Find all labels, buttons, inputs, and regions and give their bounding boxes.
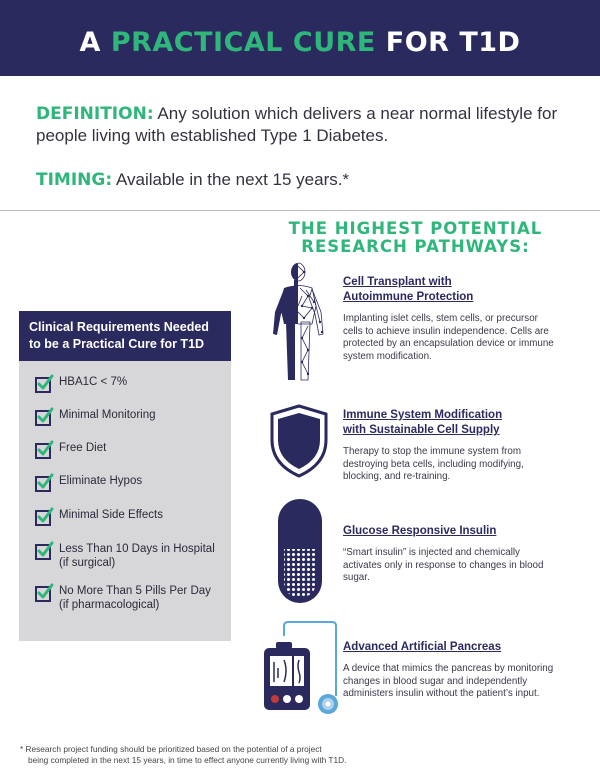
requirements-heading-line2: to be a Practical Cure for T1D [29, 337, 205, 351]
definition-paragraph [36, 103, 566, 147]
insulin-pump-icon [262, 620, 344, 716]
pathway-title [343, 640, 558, 655]
title-highlight: PRACTICAL CURE [110, 27, 376, 58]
page-title [0, 27, 600, 58]
pathway-title-line1: Glucose Responsive Insulin [343, 525, 497, 537]
checkbox-check-icon [35, 441, 53, 459]
requirement-text [59, 474, 142, 488]
requirement-line1: Minimal Monitoring [59, 409, 156, 421]
pathway-cell-transplant [343, 275, 558, 363]
requirement-item [35, 375, 127, 393]
requirement-line2: (if pharmacological) [59, 599, 160, 611]
requirement-line1: Eliminate Hypos [59, 475, 143, 487]
intro-section [36, 103, 576, 191]
requirement-item [35, 508, 163, 526]
requirement-line1: Minimal Side Effects [59, 509, 163, 521]
requirement-item [35, 408, 156, 426]
requirement-text [59, 542, 215, 570]
requirement-text [59, 441, 106, 455]
pathway-title-line1: Immune System Modification [343, 409, 503, 421]
definition-text: Any solution which delivers a near normal lifestyle for people living with established Type 1 Diabetes. [36, 104, 558, 145]
pathway-glucose-insulin [343, 524, 558, 585]
checkbox-check-icon [35, 474, 53, 492]
checkbox-check-icon [35, 542, 53, 560]
pathway-title [343, 275, 558, 305]
pathway-title-line1: Advanced Artificial Pancreas [343, 641, 502, 653]
pathway-description: A device that mimics the pancreas by monitoring changes in blood sugar and independently administers insulin without the patient’s input. [343, 663, 554, 699]
requirement-line1: HBA1C < 7% [59, 376, 128, 388]
requirement-line2: (if surgical) [59, 557, 116, 569]
pathways-heading [248, 220, 583, 256]
requirement-text [59, 375, 127, 389]
section-divider [0, 210, 600, 211]
title-pre: A [79, 27, 111, 58]
checkbox-check-icon [35, 508, 53, 526]
title-post: FOR T1D [375, 27, 521, 58]
pathway-title-line2: with Sustainable Cell Supply [343, 424, 500, 436]
pathways-heading-line2: RESEARCH PATHWAYS: [301, 237, 530, 256]
requirement-line1: Less Than 10 Days in Hospital [59, 543, 215, 555]
requirements-heading-line1: Clinical Requirements Needed [29, 320, 209, 334]
requirement-item [35, 584, 211, 612]
shield-icon [270, 404, 328, 478]
requirement-item [35, 474, 142, 492]
pathway-immune-modification [343, 408, 558, 484]
footnote-line2: being completed in the next 15 years, in time to effect anyone currently living with T1D. [28, 755, 347, 765]
requirement-text [59, 508, 163, 522]
requirement-item [35, 542, 215, 570]
requirements-panel [19, 311, 231, 641]
header-banner [0, 0, 600, 76]
pathway-title [343, 408, 558, 438]
pathway-description: Therapy to stop the immune system from destroying beta cells, including modifying, blocking, and re-training. [343, 446, 524, 482]
timing-label: TIMING: [36, 170, 113, 190]
pathway-title-line1: Cell Transplant with [343, 276, 452, 288]
requirement-text [59, 584, 211, 612]
requirement-item [35, 441, 106, 459]
pathway-title-line2: Autoimmune Protection [343, 291, 474, 303]
checkbox-check-icon [35, 375, 53, 393]
footnote [20, 744, 580, 766]
pathway-description: Implanting islet cells, stem cells, or precursor cells to achieve insulin independence. Cells are protected by an encapsulation device or immune system modification. [343, 313, 554, 362]
pathways-heading-line1: THE HIGHEST POTENTIAL [288, 219, 543, 238]
requirement-text [59, 408, 156, 422]
checkbox-check-icon [35, 584, 53, 602]
timing-paragraph [36, 169, 576, 191]
footnote-line1: * Research project funding should be prioritized based on the potential of a project [20, 744, 322, 754]
requirement-line1: No More Than 5 Pills Per Day [59, 585, 211, 597]
requirements-heading [19, 311, 231, 361]
requirement-line1: Free Diet [59, 442, 107, 454]
checkbox-check-icon [35, 408, 53, 426]
human-body-icon [262, 262, 334, 384]
pathway-title [343, 524, 558, 539]
pathway-artificial-pancreas [343, 640, 558, 701]
pathway-description: “Smart insulin” is injected and chemically activates only in response to changes in blood sugar. [343, 547, 544, 583]
definition-label: DEFINITION: [36, 104, 154, 124]
capsule-icon [276, 497, 324, 605]
timing-text: Available in the next 15 years.* [115, 170, 350, 189]
